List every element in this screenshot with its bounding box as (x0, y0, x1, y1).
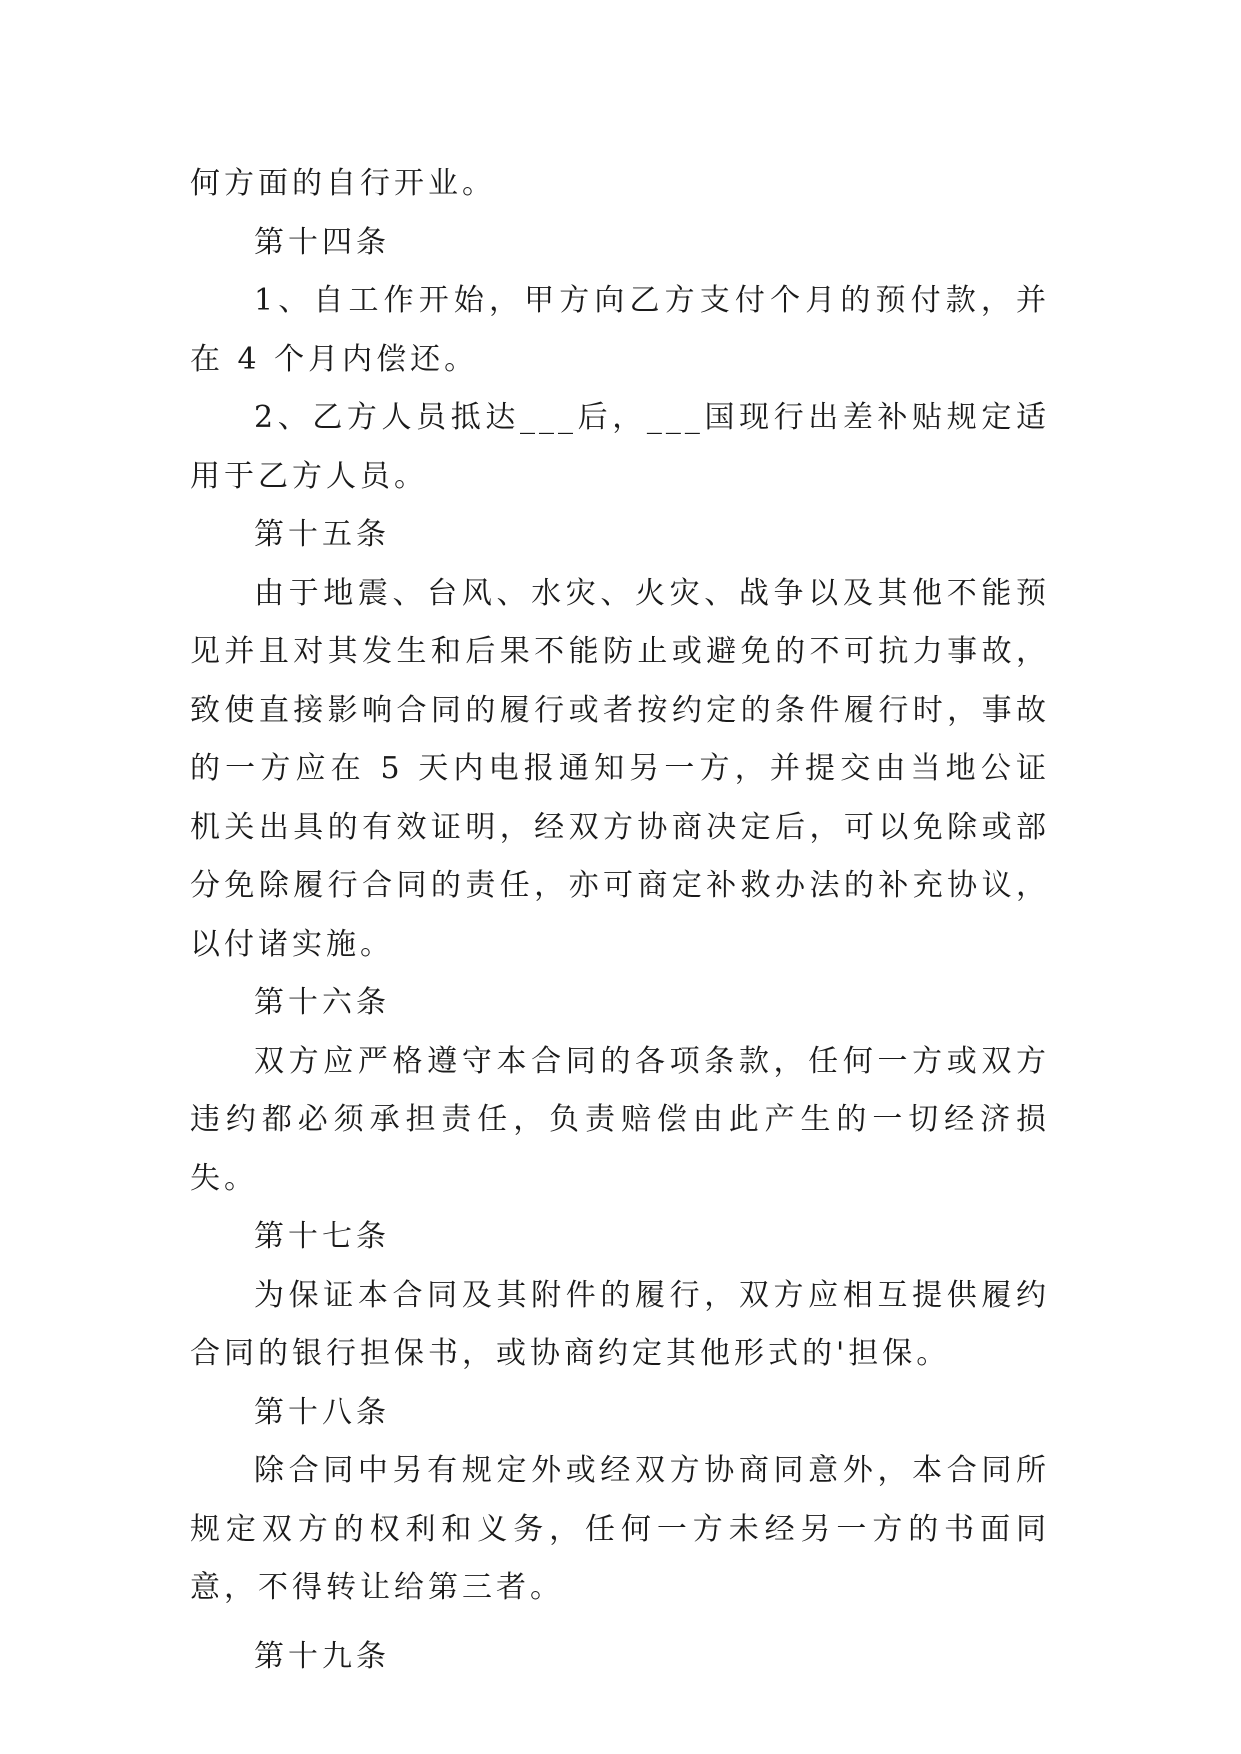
paragraph-continuation: 何方面的自行开业。 (190, 166, 496, 201)
article-heading-17: 第十七条 (254, 1219, 390, 1254)
article-heading-18: 第十八条 (254, 1394, 390, 1430)
paragraph-18: 除合同中另有规定外或经双方协商同意外，本合同所规定双方的权利和义务，任何一方未经另一方的书面同意，不得转让给第三者。 (190, 1453, 1050, 1605)
paragraph-14-2: 2、乙方人员抵达___后，___国现行出差补贴规定适用于乙方人员。 (190, 400, 1050, 494)
article-heading-14: 第十四条 (254, 224, 390, 260)
paragraph-16: 双方应严格遵守本合同的各项条款，任何一方或双方违约都必须承担责任，负责赔偿由此产生的一切经济损失。 (190, 1043, 1050, 1196)
paragraph-17: 为保证本合同及其附件的履行，双方应相互提供履约合同的银行担保书，或协商约定其他形式的'担保。 (190, 1277, 1050, 1371)
article-heading-16: 第十六条 (254, 985, 390, 1020)
article-heading-19: 第十九条 (254, 1638, 390, 1674)
paragraph-14-1: 1、自工作开始，甲方向乙方支付个月的预付款，并在 4 个月内偿还。 (190, 283, 1050, 377)
article-heading-15: 第十五条 (254, 517, 390, 552)
paragraph-15: 由于地震、台风、水灾、火灾、战争以及其他不能预见并且对其发生和后果不能防止或避免的不可抗力事故，致使直接影响合同的履行或者按约定的条件履行时，事故的一方应在 5 天内电报通知另一方，并提交由当地公证机关出具的有效证明，经双方协商决定后，可以免除或部分免除履行合同的责任，亦可商定补救办法的补充协议，以付诸实施。 (190, 575, 1050, 962)
document-body (190, 155, 1050, 1686)
